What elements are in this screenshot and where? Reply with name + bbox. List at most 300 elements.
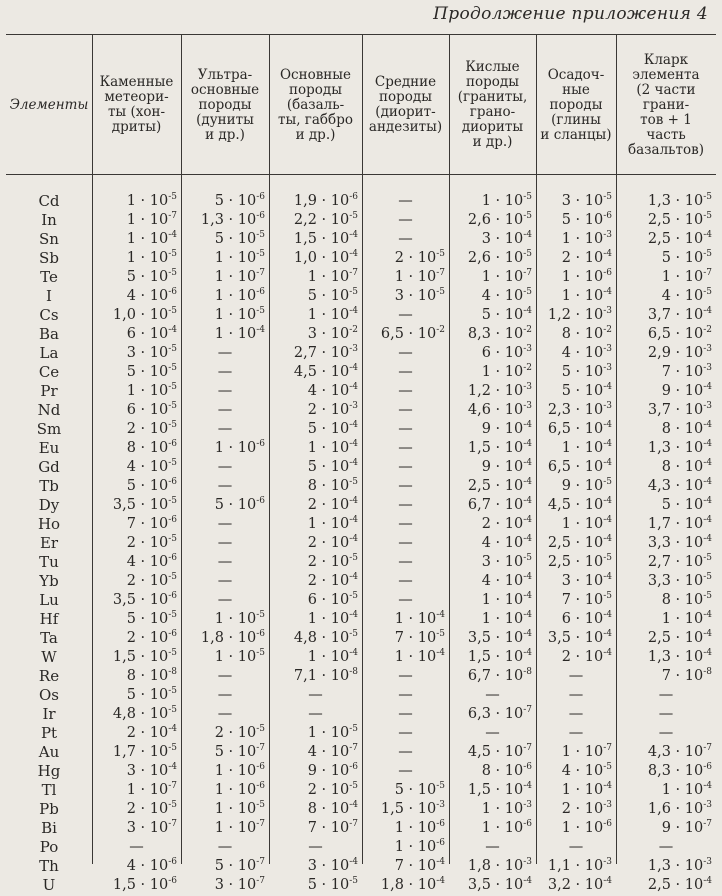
table-cell: $8,3 \cdot 10^{-2}$: [467, 325, 532, 342]
table-cell: $8 \cdot 10^{-5}$: [307, 477, 358, 494]
column-header: Кислые породы (граниты, грано- диориты и др.): [457, 59, 528, 150]
table-cell: $9 \cdot 10^{-6}$: [307, 762, 358, 779]
table-cell: $2 \cdot 10^{-5}$: [307, 553, 358, 570]
table-cell: $5 \cdot 10^{-5}$: [126, 686, 177, 703]
table-cell: $2,6 \cdot 10^{-5}$: [467, 211, 532, 228]
table-cell: $3 \cdot 10^{-7}$: [214, 876, 265, 893]
table-cell: $1,6 \cdot 10^{-3}$: [647, 800, 712, 817]
table-cell: —: [308, 839, 323, 855]
element-symbol: Hf: [39, 610, 59, 628]
table-cell: $5 \cdot 10^{-5}$: [214, 230, 265, 247]
table-cell: $4 \cdot 10^{-6}$: [126, 553, 177, 570]
element-symbol: Dy: [38, 496, 60, 514]
table-cell: $3 \cdot 10^{-5}$: [126, 344, 177, 361]
table-cell: —: [398, 668, 413, 684]
table-cell: $1 \cdot 10^{-4}$: [307, 515, 358, 532]
table-cell: $4,5 \cdot 10^{-4}$: [293, 363, 358, 380]
table-cell: $1 \cdot 10^{-4}$: [561, 515, 612, 532]
table-cell: $6,3 \cdot 10^{-7}$: [467, 705, 532, 722]
table-cell: $2 \cdot 10^{-3}$: [307, 401, 358, 418]
table-cell: —: [398, 744, 413, 760]
element-symbol: Lu: [39, 591, 59, 609]
element-symbol: Re: [38, 667, 60, 685]
table-cell: $7 \cdot 10^{-3}$: [661, 363, 712, 380]
table-cell: $5 \cdot 10^{-6}$: [126, 477, 177, 494]
table-cell: $4,8 \cdot 10^{-5}$: [112, 705, 177, 722]
table-cell: $2,7 \cdot 10^{-3}$: [293, 344, 358, 361]
table-cell: $1 \cdot 10^{-7}$: [126, 211, 177, 228]
table-cell: $1,5 \cdot 10^{-4}$: [467, 648, 532, 665]
table-cell: $1 \cdot 10^{-4}$: [126, 230, 177, 247]
table-cell: $7 \cdot 10^{-4}$: [394, 857, 445, 874]
table-cell: $2,5 \cdot 10^{-4}$: [467, 477, 532, 494]
table-cell: $2,5 \cdot 10^{-4}$: [647, 230, 712, 247]
table-top-rule: [6, 34, 716, 35]
table-cell: —: [568, 839, 584, 855]
table-cell: $4,3 \cdot 10^{-7}$: [647, 743, 712, 760]
table-cell: $1 \cdot 10^{-4}$: [394, 648, 445, 665]
table-cell: —: [217, 706, 233, 722]
table-cell: —: [568, 706, 584, 722]
table-cell: —: [658, 839, 674, 855]
table-cell: $1 \cdot 10^{-4}$: [561, 287, 612, 304]
table-cell: $4 \cdot 10^{-3}$: [561, 344, 612, 361]
table-cell: $1 \cdot 10^{-3}$: [481, 800, 532, 817]
table-cell: $3,7 \cdot 10^{-3}$: [647, 401, 712, 418]
table-cell: $9 \cdot 10^{-5}$: [561, 477, 612, 494]
table-cell: $1 \cdot 10^{-4}$: [481, 591, 532, 608]
table-cell: $4 \cdot 10^{-5}$: [561, 762, 612, 779]
table-cell: —: [658, 706, 674, 722]
element-symbol: U: [42, 876, 56, 894]
table-cell: $6 \cdot 10^{-3}$: [481, 344, 532, 361]
table-cell: $8 \cdot 10^{-6}$: [126, 439, 177, 456]
table-cell: $1 \cdot 10^{-3}$: [561, 230, 612, 247]
table-cell: $1,7 \cdot 10^{-4}$: [647, 515, 712, 532]
table-cell: $1 \cdot 10^{-5}$: [126, 382, 177, 399]
column-header: Кларк элемента (2 части грани- тов + 1 часть базальтов): [628, 51, 704, 158]
table-cell: $1 \cdot 10^{-5}$: [214, 648, 265, 665]
table-cell: $1,5 \cdot 10^{-4}$: [467, 439, 532, 456]
table-cell: $8 \cdot 10^{-2}$: [561, 325, 612, 342]
table-cell: $5 \cdot 10^{-5}$: [661, 249, 712, 266]
table-cell: $2 \cdot 10^{-5}$: [307, 781, 358, 798]
table-cell: $3 \cdot 10^{-4}$: [126, 762, 177, 779]
table-cell: $1,5 \cdot 10^{-4}$: [467, 781, 532, 798]
table-cell: $5 \cdot 10^{-6}$: [561, 211, 612, 228]
element-symbol: Bi: [41, 819, 57, 837]
table-cell: —: [398, 592, 413, 608]
table-cell: $1,8 \cdot 10^{-3}$: [467, 857, 532, 874]
element-symbol: Ir: [42, 705, 56, 723]
header-elements: Элементы: [9, 96, 89, 113]
table-cell: $7 \cdot 10^{-8}$: [661, 667, 712, 684]
table-cell: $1 \cdot 10^{-6}$: [561, 819, 612, 836]
table-cell: —: [217, 573, 233, 589]
table-cell: —: [658, 687, 674, 703]
table-cell: —: [217, 402, 233, 418]
table-cell: $2,5 \cdot 10^{-4}$: [647, 629, 712, 646]
table-cell: $2 \cdot 10^{-4}$: [307, 572, 358, 589]
table-cell: $2 \cdot 10^{-6}$: [126, 629, 177, 646]
table-cell: $2,6 \cdot 10^{-5}$: [467, 249, 532, 266]
table-cell: $6 \cdot 10^{-5}$: [307, 591, 358, 608]
table-cell: $1 \cdot 10^{-7}$: [126, 781, 177, 798]
table-cell: —: [568, 687, 584, 703]
element-symbol: Sn: [39, 230, 59, 248]
table-cell: $1 \cdot 10^{-5}$: [214, 249, 265, 266]
table-cell: $3 \cdot 10^{-5}$: [481, 553, 532, 570]
table-cell: $5 \cdot 10^{-3}$: [561, 363, 612, 380]
table-cell: $3 \cdot 10^{-5}$: [561, 192, 612, 209]
table-cell: $1 \cdot 10^{-7}$: [307, 268, 358, 285]
table-cell: $1 \cdot 10^{-4}$: [307, 648, 358, 665]
table-cell: $1,3 \cdot 10^{-4}$: [647, 648, 712, 665]
table-cell: $1 \cdot 10^{-4}$: [307, 439, 358, 456]
table-cell: $5 \cdot 10^{-4}$: [561, 382, 612, 399]
table-cell: —: [398, 497, 413, 513]
table-cell: $3,5 \cdot 10^{-4}$: [467, 876, 532, 893]
table-cell: $6 \cdot 10^{-4}$: [126, 325, 177, 342]
table-cell: $1 \cdot 10^{-6}$: [561, 268, 612, 285]
table-cell: —: [217, 668, 233, 684]
table-cell: —: [398, 706, 413, 722]
table-cell: $3,2 \cdot 10^{-4}$: [547, 876, 612, 893]
table-cell: $1 \cdot 10^{-4}$: [394, 610, 445, 627]
element-symbol: Th: [39, 857, 59, 875]
element-symbol: Au: [38, 743, 60, 761]
table-cell: $8 \cdot 10^{-4}$: [661, 420, 712, 437]
table-cell: $3,5 \cdot 10^{-6}$: [112, 591, 177, 608]
column-header: Основные породы (базаль- ты, габбро и др.): [278, 66, 353, 143]
table-cell: $1 \cdot 10^{-6}$: [394, 838, 445, 855]
table-cell: $6,5 \cdot 10^{-4}$: [547, 458, 612, 475]
table-cell: $2 \cdot 10^{-4}$: [561, 249, 612, 266]
table-cell: $1,5 \cdot 10^{-4}$: [293, 230, 358, 247]
table-cell: —: [568, 668, 584, 684]
element-symbol: Cs: [39, 306, 59, 324]
table-cell: —: [217, 592, 233, 608]
element-symbol: Gd: [38, 458, 60, 476]
table-cell: $1 \cdot 10^{-6}$: [214, 762, 265, 779]
table-cell: $1 \cdot 10^{-4}$: [661, 781, 712, 798]
table-cell: $5 \cdot 10^{-4}$: [307, 458, 358, 475]
table-cell: —: [217, 421, 233, 437]
table-cell: $2,5 \cdot 10^{-4}$: [647, 876, 712, 893]
table-cell: —: [398, 402, 413, 418]
table-cell: $2 \cdot 10^{-5}$: [126, 800, 177, 817]
page-caption: Продолжение приложения 4: [433, 4, 708, 24]
table-cell: —: [308, 687, 323, 703]
table-cell: $2 \cdot 10^{-5}$: [394, 249, 445, 266]
table-cell: —: [217, 364, 233, 380]
table-cell: $6,5 \cdot 10^{-2}$: [380, 325, 445, 342]
element-symbol: Yb: [39, 572, 59, 590]
table-cell: $8 \cdot 10^{-8}$: [126, 667, 177, 684]
table-cell: $1 \cdot 10^{-7}$: [561, 743, 612, 760]
element-symbol: Te: [40, 268, 58, 286]
element-symbol: Eu: [38, 439, 60, 457]
column-header: Каменные метеори- ты (хон- дриты): [99, 74, 174, 135]
table-cell: $2 \cdot 10^{-4}$: [481, 515, 532, 532]
table-cell: $5 \cdot 10^{-7}$: [214, 857, 265, 874]
table-cell: $2 \cdot 10^{-4}$: [126, 724, 177, 741]
table-cell: $3,3 \cdot 10^{-4}$: [647, 534, 712, 551]
table-cell: —: [308, 706, 323, 722]
table-cell: $1 \cdot 10^{-6}$: [214, 781, 265, 798]
table-cell: $7,1 \cdot 10^{-8}$: [293, 667, 358, 684]
table-cell: $1 \cdot 10^{-7}$: [394, 268, 445, 285]
table-cell: $5 \cdot 10^{-5}$: [126, 363, 177, 380]
table-cell: $7 \cdot 10^{-5}$: [394, 629, 445, 646]
table-cell: —: [398, 573, 413, 589]
table-cell: $3 \cdot 10^{-5}$: [394, 287, 445, 304]
table-cell: $2,2 \cdot 10^{-5}$: [293, 211, 358, 228]
table-cell: $4 \cdot 10^{-5}$: [661, 287, 712, 304]
table-cell: $8 \cdot 10^{-5}$: [661, 591, 712, 608]
table-cell: $2,9 \cdot 10^{-3}$: [647, 344, 712, 361]
table-cell: $1 \cdot 10^{-5}$: [481, 192, 532, 209]
table-cell: $1,5 \cdot 10^{-3}$: [380, 800, 445, 817]
table-cell: $1,8 \cdot 10^{-4}$: [380, 876, 445, 893]
table-cell: $3,5 \cdot 10^{-5}$: [112, 496, 177, 513]
table-cell: —: [217, 345, 233, 361]
element-symbol: Tl: [41, 781, 57, 799]
table-cell: $5 \cdot 10^{-4}$: [307, 420, 358, 437]
table-cell: —: [568, 725, 584, 741]
element-symbol: Hg: [37, 762, 61, 780]
table-cell: —: [485, 725, 500, 741]
table-cell: $1,2 \cdot 10^{-3}$: [547, 306, 612, 323]
table-cell: —: [398, 231, 413, 247]
table-cell: $3,5 \cdot 10^{-4}$: [467, 629, 532, 646]
table-cell: $2 \cdot 10^{-5}$: [126, 572, 177, 589]
element-symbol: W: [41, 648, 57, 666]
table-cell: —: [398, 440, 413, 456]
table-cell: $1,5 \cdot 10^{-6}$: [112, 876, 177, 893]
table-cell: $3 \cdot 10^{-4}$: [481, 230, 532, 247]
table-cell: —: [398, 459, 413, 475]
table-cell: $1 \cdot 10^{-4}$: [661, 610, 712, 627]
table-cell: —: [485, 687, 500, 703]
table-cell: $2,7 \cdot 10^{-5}$: [647, 553, 712, 570]
table-cell: $5 \cdot 10^{-5}$: [126, 268, 177, 285]
table-cell: —: [398, 345, 413, 361]
table-cell: $1 \cdot 10^{-5}$: [307, 724, 358, 741]
table-cell: $1 \cdot 10^{-4}$: [214, 325, 265, 342]
table-cell: $5 \cdot 10^{-7}$: [214, 743, 265, 760]
table-cell: $2 \cdot 10^{-3}$: [561, 800, 612, 817]
table-cell: $3 \cdot 10^{-2}$: [307, 325, 358, 342]
element-symbol: Ho: [37, 515, 61, 533]
column-header: Осадоч- ные породы (глины и сланцы): [540, 66, 612, 143]
table-cell: $4 \cdot 10^{-4}$: [307, 382, 358, 399]
element-symbol: Er: [39, 534, 59, 552]
table-cell: $8,3 \cdot 10^{-6}$: [647, 762, 712, 779]
table-cell: $5 \cdot 10^{-5}$: [126, 610, 177, 627]
table-cell: —: [398, 364, 413, 380]
table-cell: $1,3 \cdot 10^{-5}$: [647, 192, 712, 209]
table-cell: $1 \cdot 10^{-6}$: [394, 819, 445, 836]
table-cell: —: [398, 535, 413, 551]
table-cell: $3,7 \cdot 10^{-4}$: [647, 306, 712, 323]
table-cell: $1 \cdot 10^{-5}$: [126, 192, 177, 209]
table-cell: $8 \cdot 10^{-4}$: [661, 458, 712, 475]
table-cell: —: [398, 307, 413, 323]
table-cell: $6 \cdot 10^{-4}$: [561, 610, 612, 627]
table-cell: $2 \cdot 10^{-5}$: [214, 724, 265, 741]
element-symbol: Sm: [36, 420, 62, 438]
table-cell: $4,3 \cdot 10^{-4}$: [647, 477, 712, 494]
table-cell: $2 \cdot 10^{-4}$: [307, 496, 358, 513]
table-cell: $9 \cdot 10^{-4}$: [661, 382, 712, 399]
table-cell: —: [217, 535, 233, 551]
table-cell: —: [398, 478, 413, 494]
table-cell: $4 \cdot 10^{-6}$: [126, 857, 177, 874]
table-cell: —: [217, 839, 233, 855]
table-cell: $1,1 \cdot 10^{-3}$: [547, 857, 612, 874]
table-cell: $3 \cdot 10^{-7}$: [126, 819, 177, 836]
header-bottom-rule: [6, 174, 716, 175]
table-cell: $3,5 \cdot 10^{-4}$: [547, 629, 612, 646]
table-cell: $4,8 \cdot 10^{-5}$: [293, 629, 358, 646]
table-cell: $1,3 \cdot 10^{-3}$: [647, 857, 712, 874]
table-cell: $1 \cdot 10^{-6}$: [481, 819, 532, 836]
table-cell: —: [217, 459, 233, 475]
table-row: [0, 874, 722, 896]
table-cell: $7 \cdot 10^{-5}$: [561, 591, 612, 608]
table-cell: $1 \cdot 10^{-2}$: [481, 363, 532, 380]
table-cell: —: [485, 839, 500, 855]
table-cell: —: [398, 193, 413, 209]
table-cell: $1,3 \cdot 10^{-4}$: [647, 439, 712, 456]
element-symbol: Os: [39, 686, 59, 704]
table-cell: $6,5 \cdot 10^{-4}$: [547, 420, 612, 437]
table-cell: $2 \cdot 10^{-5}$: [126, 420, 177, 437]
table-cell: —: [217, 383, 233, 399]
element-symbol: Pr: [40, 382, 58, 400]
table-cell: $1,5 \cdot 10^{-5}$: [112, 648, 177, 665]
table-cell: —: [398, 383, 413, 399]
table-cell: $3 \cdot 10^{-4}$: [561, 572, 612, 589]
table-cell: $1 \cdot 10^{-5}$: [126, 249, 177, 266]
table-cell: $5 \cdot 10^{-5}$: [394, 781, 445, 798]
table-cell: $5 \cdot 10^{-6}$: [214, 192, 265, 209]
table-cell: —: [217, 478, 233, 494]
table-cell: $9 \cdot 10^{-7}$: [661, 819, 712, 836]
table-cell: $1 \cdot 10^{-5}$: [214, 610, 265, 627]
table-cell: —: [398, 554, 413, 570]
element-symbol: Po: [39, 838, 59, 856]
table-cell: $4 \cdot 10^{-7}$: [307, 743, 358, 760]
table-cell: $1,2 \cdot 10^{-3}$: [467, 382, 532, 399]
table-cell: $5 \cdot 10^{-4}$: [481, 306, 532, 323]
element-symbol: Nd: [37, 401, 61, 419]
table-cell: $1 \cdot 10^{-6}$: [214, 287, 265, 304]
table-cell: $1 \cdot 10^{-4}$: [307, 306, 358, 323]
table-cell: —: [217, 554, 233, 570]
table-cell: $1 \cdot 10^{-4}$: [561, 439, 612, 456]
table-cell: $4,5 \cdot 10^{-4}$: [547, 496, 612, 513]
table-cell: $1 \cdot 10^{-7}$: [214, 819, 265, 836]
table-cell: $1,7 \cdot 10^{-5}$: [112, 743, 177, 760]
table-cell: $2,5 \cdot 10^{-4}$: [547, 534, 612, 551]
table-cell: $5 \cdot 10^{-5}$: [307, 876, 358, 893]
table-cell: $2 \cdot 10^{-4}$: [307, 534, 358, 551]
table-cell: —: [658, 725, 674, 741]
table-cell: —: [398, 212, 413, 228]
table-cell: $1 \cdot 10^{-4}$: [561, 781, 612, 798]
table-cell: —: [217, 516, 233, 532]
table-cell: $4,6 \cdot 10^{-3}$: [467, 401, 532, 418]
table-cell: $2 \cdot 10^{-4}$: [561, 648, 612, 665]
table-cell: $4 \cdot 10^{-6}$: [126, 287, 177, 304]
table-cell: $1 \cdot 10^{-5}$: [214, 306, 265, 323]
element-symbol: Ce: [38, 363, 60, 381]
table-cell: $5 \cdot 10^{-4}$: [661, 496, 712, 513]
table-cell: $1,9 \cdot 10^{-6}$: [293, 192, 358, 209]
table-cell: —: [217, 687, 233, 703]
table-cell: —: [398, 421, 413, 437]
element-symbol: Pb: [39, 800, 59, 818]
table-cell: $1,8 \cdot 10^{-6}$: [200, 629, 265, 646]
table-cell: $6 \cdot 10^{-5}$: [126, 401, 177, 418]
table-cell: $1,0 \cdot 10^{-4}$: [293, 249, 358, 266]
table-cell: $4,5 \cdot 10^{-7}$: [467, 743, 532, 760]
element-symbol: Ba: [39, 325, 59, 343]
table-cell: $2,5 \cdot 10^{-5}$: [547, 553, 612, 570]
table-cell: $7 \cdot 10^{-6}$: [126, 515, 177, 532]
element-symbol: Cd: [38, 192, 60, 210]
table-cell: $1 \cdot 10^{-5}$: [214, 800, 265, 817]
table-cell: $2,5 \cdot 10^{-5}$: [647, 211, 712, 228]
table-cell: $1 \cdot 10^{-7}$: [481, 268, 532, 285]
element-symbol: Tu: [39, 553, 59, 571]
table-cell: $1 \cdot 10^{-4}$: [307, 610, 358, 627]
table-cell: $4 \cdot 10^{-5}$: [481, 287, 532, 304]
table-cell: $5 \cdot 10^{-5}$: [307, 287, 358, 304]
element-symbol: In: [41, 211, 57, 229]
table-cell: $1 \cdot 10^{-7}$: [661, 268, 712, 285]
table-cell: $9 \cdot 10^{-4}$: [481, 420, 532, 437]
table-cell: $1,0 \cdot 10^{-5}$: [112, 306, 177, 323]
table-cell: $1 \cdot 10^{-4}$: [481, 610, 532, 627]
table-cell: $7 \cdot 10^{-7}$: [307, 819, 358, 836]
table-cell: $1 \cdot 10^{-6}$: [214, 439, 265, 456]
element-symbol: Pt: [40, 724, 58, 742]
table-cell: $1,3 \cdot 10^{-6}$: [200, 211, 265, 228]
table-cell: —: [398, 687, 413, 703]
table-cell: $9 \cdot 10^{-4}$: [481, 458, 532, 475]
column-header: Средние породы (диорит- андезиты): [368, 74, 443, 135]
table-cell: $8 \cdot 10^{-4}$: [307, 800, 358, 817]
element-symbol: La: [39, 344, 59, 362]
element-symbol: Tb: [39, 477, 59, 495]
table-cell: $6,7 \cdot 10^{-4}$: [467, 496, 532, 513]
element-symbol: Ta: [40, 629, 58, 647]
table-cell: $3 \cdot 10^{-4}$: [307, 857, 358, 874]
element-symbol: I: [46, 287, 52, 305]
table-cell: —: [129, 839, 144, 855]
table-cell: $6,5 \cdot 10^{-2}$: [647, 325, 712, 342]
table-cell: $2,3 \cdot 10^{-3}$: [547, 401, 612, 418]
table-cell: $2 \cdot 10^{-5}$: [126, 534, 177, 551]
table-cell: —: [398, 516, 413, 532]
table-cell: $4 \cdot 10^{-4}$: [481, 572, 532, 589]
table-cell: $5 \cdot 10^{-6}$: [214, 496, 265, 513]
table-cell: $8 \cdot 10^{-6}$: [481, 762, 532, 779]
element-symbol: Sb: [39, 249, 59, 267]
